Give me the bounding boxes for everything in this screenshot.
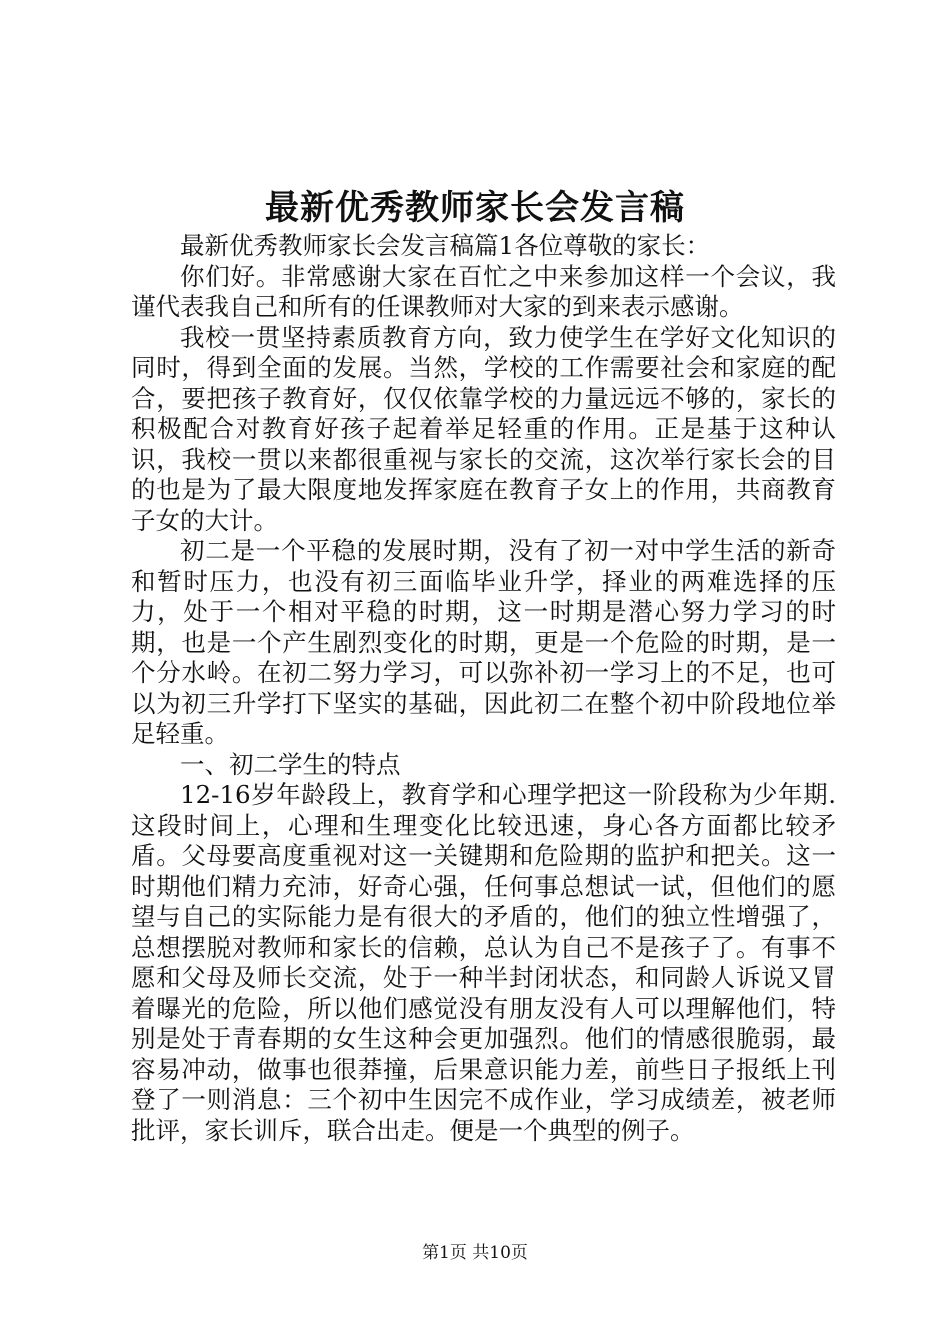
page-number: 第1页 共10页: [422, 1243, 528, 1263]
section-heading: 一、初二学生的特点: [180, 749, 401, 779]
paragraph-greeting: 最新优秀教师家长会发言稿篇1各位尊敬的家长：: [180, 231, 711, 260]
document-title: 最新优秀教师家长会发言稿: [265, 188, 685, 228]
document-body: [131, 231, 836, 1146]
paragraph-grade-two: 初二是一个平稳的发展时期，没有了初一对中学生活的新奇和暂时压力，也没有初三面临毕业升学，择业的两难选择的压力，处于一个相对平稳的时期，这一时期是潜心努力学习的时期，也是一个产生剧烈变化的时期，更是一个危险的时期，是一个分水岭。在初二努力学习，可以弥补初一学习上的不足，也可以为初三升学打下坚实的基础，因此初二在整个初中阶段地位举足轻重。: [131, 536, 836, 748]
paragraph-student-traits: 12-16岁年龄段上，教育学和心理学把这一阶段称为少年期.这段时间上，心理和生理变化比较迅速，身心各方面都比较矛盾。父母要高度重视对这一关键期和危险期的监护和把关。这一时期他们精力充沛，好奇心强，任何事总想试一试，但他们的愿望与自己的实际能力是有很大的矛盾的，他们的独立性增强了，总想摆脱对教师和家长的信赖，总认为自己不是孩子了。有事不愿和父母及师长交流，处于一种半封闭状态，和同龄人诉说又冒着曝光的危险，所以他们感觉没有朋友没有人可以理解他们，特别是处于青春期的女生这种会更加强烈。他们的情感很脆弱，最容易冲动，做事也很莽撞，后果意识能力差，前些日子报纸上刊登了一则消息：三个初中生因完不成作业，学习成绩差，被老师批评，家长训斥，联合出走。便是一个典型的例子。: [131, 780, 836, 1145]
paragraph-school-policy: 我校一贯坚持素质教育方向，致力使学生在学好文化知识的同时，得到全面的发展。当然，学校的工作需要社会和家庭的配合，要把孩子教育好，仅仅依靠学校的力量远远不够的，家长的积极配合对教育好孩子起着举足轻重的作用。正是基于这种认识，我校一贯以来都很重视与家长的交流，这次举行家长会的目的也是为了最大限度地发挥家庭在教育子女上的作用，共商教育子女的大计。: [131, 322, 836, 535]
paragraph-thanks: 你们好。非常感谢大家在百忙之中来参加这样一个会议，我谨代表我自己和所有的任课教师对大家的到来表示感谢。: [131, 261, 836, 321]
